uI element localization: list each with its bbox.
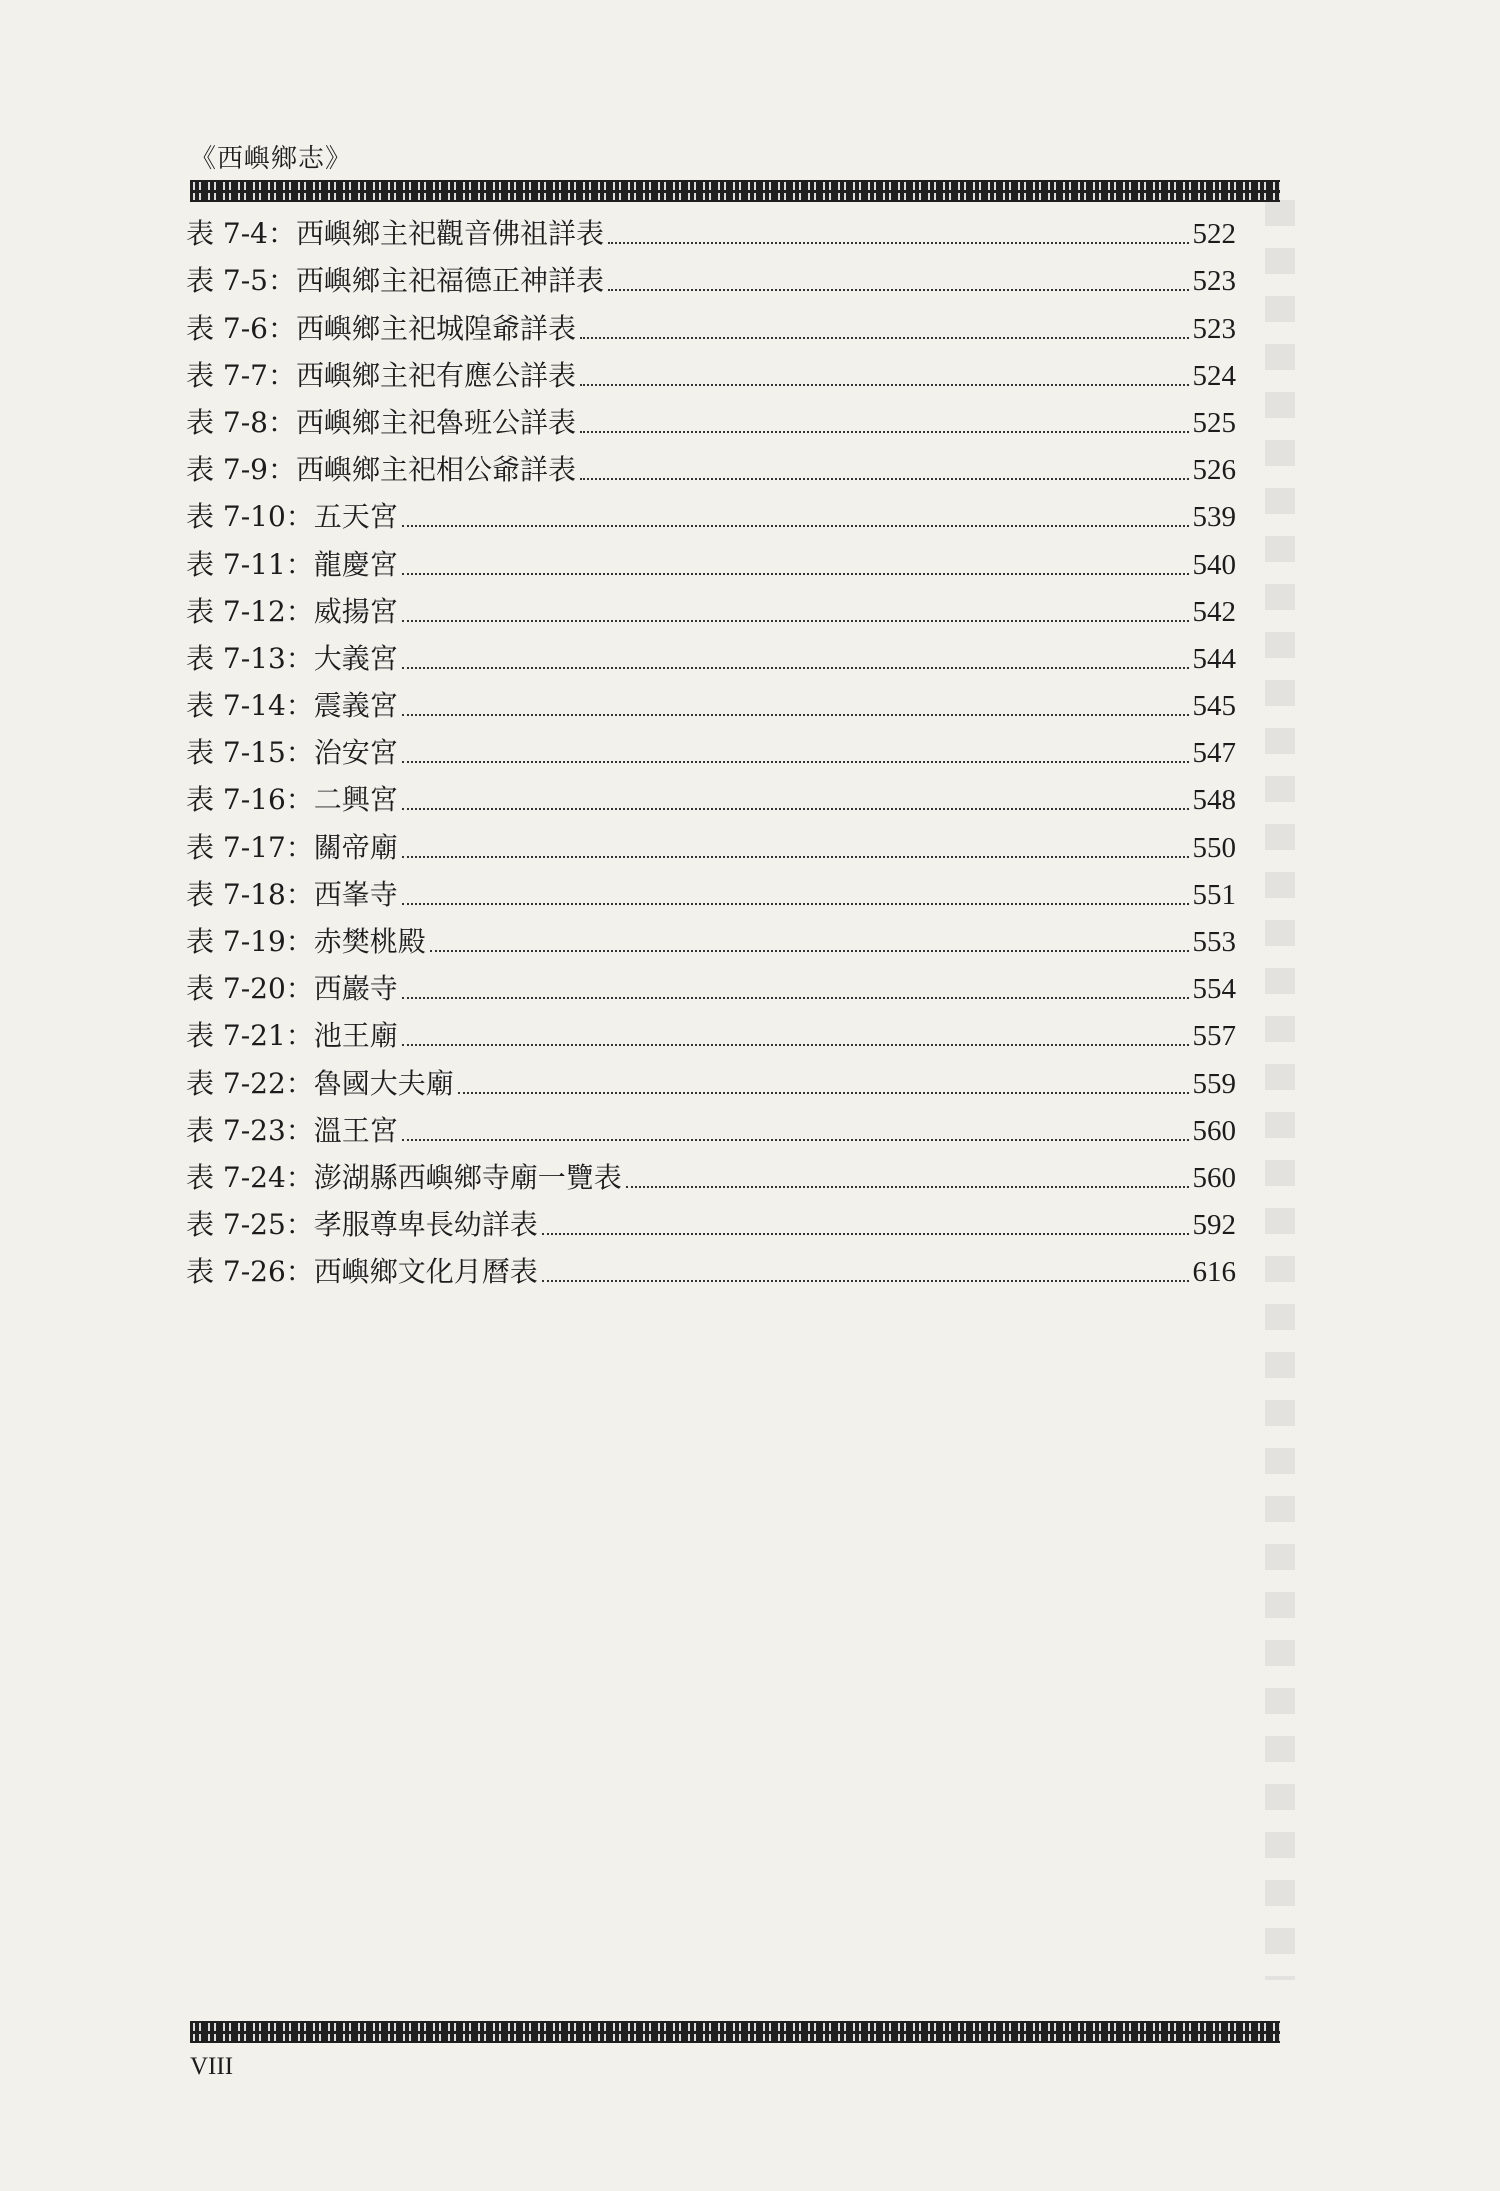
toc-entry-label: 表 7-8：西嶼鄉主祀魯班公詳表 (186, 405, 576, 439)
toc-entry-label: 表 7-21：池王廟 (186, 1019, 398, 1053)
toc-entry-label: 表 7-7：西嶼鄉主祀有應公詳表 (186, 358, 576, 392)
dot-leader (626, 1186, 1189, 1188)
toc-entry (186, 679, 1236, 726)
toc-entry-page: 550 (1192, 831, 1236, 864)
toc-entry-page: 545 (1192, 690, 1236, 723)
toc-entry (186, 1198, 1236, 1245)
toc-entry-page: 544 (1192, 642, 1236, 675)
toc-entry (186, 1104, 1236, 1151)
toc-entry (186, 1245, 1236, 1292)
dot-leader (580, 384, 1189, 386)
toc-entry-page: 551 (1192, 878, 1236, 911)
toc-entry (186, 868, 1236, 915)
toc-entry-page: 526 (1192, 454, 1236, 487)
toc-entry (186, 1056, 1236, 1103)
running-header-title: 《西嶼鄉志》 (190, 144, 353, 174)
toc-entry-page: 523 (1192, 312, 1236, 345)
toc-entry-page: 539 (1192, 501, 1236, 534)
toc-entry (186, 207, 1236, 254)
toc-entry-page: 523 (1192, 265, 1236, 298)
toc-entry-label: 表 7-23：溫王宮 (186, 1113, 398, 1147)
toc-entry-page: 554 (1192, 973, 1236, 1006)
toc-entry-page: 540 (1192, 548, 1236, 581)
bleed-through-shadow (1265, 200, 1295, 1980)
toc-entry-label: 表 7-14：震義宮 (186, 689, 398, 723)
dot-leader (402, 856, 1189, 858)
toc-entry-label: 表 7-9：西嶼鄉主祀相公爺詳表 (186, 453, 576, 487)
dot-leader (542, 1233, 1189, 1235)
dot-leader (402, 525, 1189, 527)
toc-entry-label: 表 7-10：五天宮 (186, 500, 398, 534)
dot-leader (402, 761, 1189, 763)
dot-leader (402, 903, 1189, 905)
toc-entry-label: 表 7-11：龍慶宮 (186, 547, 398, 581)
dot-leader (402, 808, 1189, 810)
toc-entry (186, 632, 1236, 679)
toc-entry (186, 820, 1236, 867)
toc-entry-page: 553 (1192, 926, 1236, 958)
toc-entry (186, 962, 1236, 1009)
dot-leader (402, 1044, 1189, 1046)
toc-entry-label: 表 7-5：西嶼鄉主祀福德正神詳表 (186, 264, 604, 298)
dot-leader (402, 1139, 1189, 1141)
dot-leader (608, 289, 1189, 291)
dot-leader (402, 714, 1189, 716)
toc-entry (186, 396, 1236, 443)
dot-leader (402, 620, 1189, 622)
dot-leader (580, 337, 1189, 339)
dot-leader (430, 950, 1189, 952)
toc-entry (186, 773, 1236, 820)
toc-entry (186, 254, 1236, 301)
toc-entry-label: 表 7-12：威揚宮 (186, 594, 398, 628)
toc-entry (186, 537, 1236, 584)
dot-leader (608, 242, 1189, 244)
toc-entry (186, 1151, 1236, 1198)
toc-entry (186, 726, 1236, 773)
toc-entry (186, 1009, 1236, 1056)
dot-leader (402, 667, 1189, 669)
toc-entry-label: 表 7-20：西巖寺 (186, 972, 398, 1006)
toc-entry-page: 542 (1192, 595, 1236, 628)
toc-entry-page: 524 (1192, 359, 1236, 392)
toc-entry-page: 616 (1192, 1256, 1236, 1289)
dot-leader (580, 431, 1189, 433)
toc-entry (186, 443, 1236, 490)
toc-entry-page: 548 (1192, 784, 1236, 817)
toc-entry-label: 表 7-13：大義宮 (186, 641, 398, 675)
dot-leader (580, 478, 1189, 480)
toc-entry-page: 522 (1192, 218, 1236, 251)
toc-entry-page: 592 (1192, 1209, 1236, 1242)
toc-entry-page: 560 (1192, 1161, 1236, 1194)
toc-entry-page: 560 (1192, 1114, 1236, 1147)
toc-entry-label: 表 7-26：西嶼鄉文化月曆表 (186, 1255, 538, 1289)
decorative-border-bottom (190, 2021, 1280, 2043)
toc-entry (186, 301, 1236, 348)
table-of-contents (186, 207, 1236, 1292)
toc-entry-label: 表 7-25：孝服尊卑長幼詳表 (186, 1208, 538, 1242)
toc-entry (186, 490, 1236, 537)
toc-entry-page: 547 (1192, 737, 1236, 770)
toc-entry (186, 349, 1236, 396)
dot-leader (402, 997, 1189, 999)
toc-entry (186, 585, 1236, 632)
dot-leader (458, 1092, 1189, 1094)
toc-entry-page: 525 (1192, 406, 1236, 439)
toc-entry-label: 表 7-18：西峯寺 (186, 877, 398, 911)
page-number: VIII (190, 2053, 234, 2080)
toc-entry-label: 表 7-24：澎湖縣西嶼鄉寺廟一覽表 (186, 1160, 622, 1194)
toc-entry-label: 表 7-16：二興宮 (186, 783, 398, 817)
toc-entry-page: 557 (1192, 1020, 1236, 1053)
toc-entry (186, 915, 1236, 962)
dot-leader (542, 1280, 1189, 1282)
dot-leader (402, 573, 1189, 575)
toc-entry-label: 表 7-22：魯國大夫廟 (186, 1066, 454, 1100)
toc-entry-label: 表 7-19：赤樊桃殿 (186, 925, 426, 958)
toc-entry-page: 559 (1192, 1067, 1236, 1100)
toc-entry-label: 表 7-15：治安宮 (186, 736, 398, 770)
toc-entry-label: 表 7-6：西嶼鄉主祀城隍爺詳表 (186, 311, 576, 345)
toc-entry-label: 表 7-17：關帝廟 (186, 830, 398, 864)
decorative-border-top (190, 180, 1280, 202)
toc-entry-label: 表 7-4：西嶼鄉主祀觀音佛祖詳表 (186, 217, 604, 251)
